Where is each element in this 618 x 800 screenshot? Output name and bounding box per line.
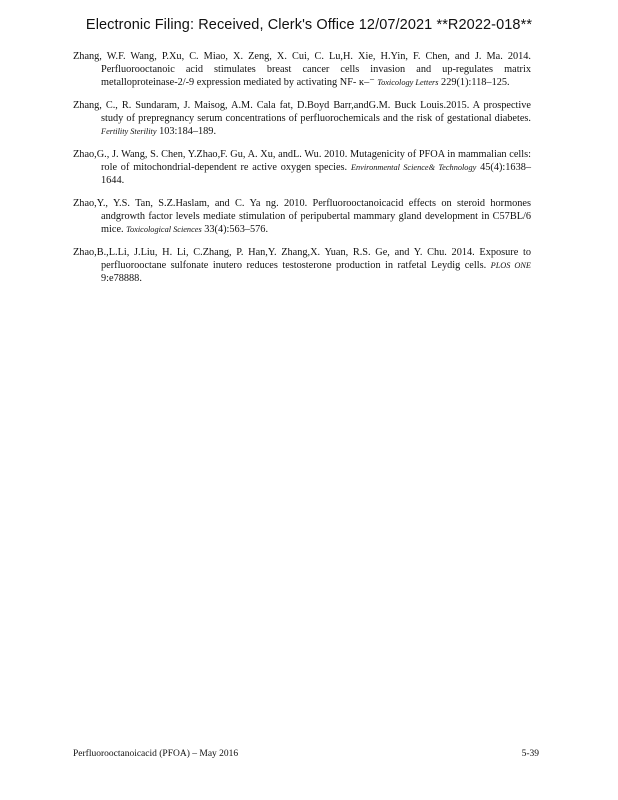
reference-entry (73, 50, 531, 89)
reference-volume-pages: 229(1):118–125. (441, 77, 510, 88)
reference-text: Zhang, W.F. Wang, P.Xu, C. Miao, X. Zeng, X. Cui, C. Lu,H. Xie, H.Yin, F. Chen, and J. Ma. 2014. Perfluorooctanoic acid stimulates breast cancer cells invasion and up-regulates matrix metalloproteinase-2/-9 expression mediated by activating NF- ĸ–⁻ (73, 51, 531, 88)
reference-text: Zhao,G., J. Wang, S. Chen, Y.Zhao,F. Gu, A. Xu, andL. Wu. 2010. Mutagenicity of PFOA in mammalian cells: role of mitochondrial-dependent re active oxygen species. (73, 149, 531, 173)
page-number: 5-39 (521, 749, 539, 759)
reference-entry (73, 246, 531, 285)
reference-volume-pages: 45(4):1638–1644. (101, 162, 532, 186)
reference-volume-pages: 9:e78888. (101, 273, 142, 284)
footer-document-title: Perfluorooctanoicacid (PFOA) – May 2016 (73, 749, 239, 759)
reference-list (73, 50, 531, 295)
reference-volume-pages: 33(4):563–576. (204, 224, 269, 235)
reference-text: Zhao,Y., Y.S. Tan, S.Z.Haslam, and C. Ya ng. 2010. Perfluorooctanoicacid effects on steroid hormones andgrowth factor levels mediate stimulation of peripubertal mammary gland development in C57BL/6 mice. (73, 198, 531, 235)
reference-text: Zhang, C., R. Sundaram, J. Maisog, A.M. Cala fat, D.Boyd Barr,andG.M. Buck Louis.2015. A prospective study of prepregnancy serum concentrations of perfluorochemicals and the risk of gestational diabetes. (73, 100, 531, 124)
reference-journal: Fertility Sterility (101, 127, 157, 136)
reference-volume-pages: 103:184–189. (159, 126, 217, 137)
reference-text: Zhao,B.,L.Li, J.Liu, H. Li, C.Zhang, P. Han,Y. Zhang,X. Yuan, R.S. Ge, and Y. Chu. 2014. Exposure to perfluorooctane sulfonate inutero reduces testosterone production in ratfetal Leydig cells. (73, 247, 531, 271)
reference-journal: PLOS ONE (490, 261, 531, 270)
page-footer (73, 749, 539, 759)
reference-journal: Toxicological Sciences (126, 225, 202, 234)
reference-entry (73, 197, 531, 236)
filing-stamp: Electronic Filing: Received, Clerk's Office 12/07/2021 **R2022-018** (85, 17, 533, 33)
reference-journal: Toxicology Letters (377, 78, 439, 87)
reference-entry (73, 148, 531, 187)
reference-entry (73, 99, 531, 138)
reference-journal: Environmental Science& Technology (350, 163, 477, 172)
